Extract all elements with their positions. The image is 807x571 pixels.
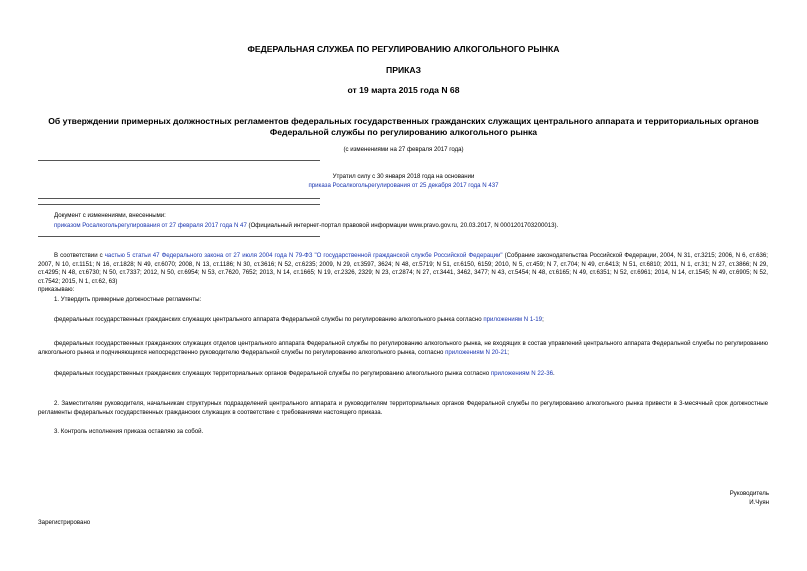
paragraph-3-end: . [552, 370, 555, 377]
registered-label: Зарегистрировано [38, 519, 91, 526]
paragraph-1-text: федеральных государственных гражданских служащих центрального аппарата Федеральной службы по регулированию алкогольного рынка согласно [54, 316, 484, 323]
divider [38, 204, 320, 205]
doc-title: Об утверждении примерных должностных регламентов федеральных государственных гражданских служащих центрального аппарата и территориальных органов Федеральной службы по регулированию алкогольного рынка [48, 116, 759, 137]
paragraph-3-text: федеральных государственных гражданских служащих территориальных органов Федеральной службы по регулированию алкогольного рынка согласно [54, 370, 491, 377]
preamble [38, 252, 768, 286]
preamble-sources: (Собрание законодательства Российской Федерации, 2004, N 31, ст.3215; 2006, N 6, ст.636; 2007, N 10, ст.1151; N 16, ст.1828; N 49, ст.6070; 2008, N 13, ст.1186; N 30, ст.3616; N 52, ст.6235; 2009, N 29, ст.3597, 3624; N 48, ст.5719; N 51, ст.6150, 6159; 2010, N 5, ст.459; N 7, ст.704; N 49, ст.6413; N 51, ст.6810; 2011, N 1, ст.31; N 27, ст.3866; N 29, ст.4295; N 48, ст.6730; N 50, ст.7337; 2012, N 50, ст.6954; N 53, ст.7620, 7652; 2013, N 14, ст.1665; N 19, ст.2326, 2329; N 23, ст.2874; N 27, ст.3441, 3462, 3477; N 43, ст.5454; N 48, ст.6165; N 49, ст.6351; N 52, ст.6961; 2014, N 14, ст.1545; N 49, ст.6905; N 52, ст.7542; 2015, N 1, ст.62, 63) [38, 252, 768, 285]
preamble-prefix: В соответствии с [54, 252, 105, 259]
changes-source: (Официальный интернет-портал правовой информации www.pravo.gov.ru, 20.03.2017, N 0001201703200013). [246, 222, 559, 229]
changes-label: Документ с изменениями, внесенными: [54, 212, 166, 219]
doc-type: ПРИКАЗ [386, 65, 421, 75]
paragraph-2 [38, 340, 768, 357]
annex-link-1-19[interactable]: приложениям N 1-19 [483, 316, 543, 323]
annex-link-22-36[interactable]: приложениям N 22-36 [490, 370, 553, 377]
signature-name: И.Чуян [749, 499, 769, 506]
paragraph-3 [38, 370, 768, 379]
divider [38, 198, 320, 199]
divider [38, 160, 320, 161]
signature-position: Руководитель [729, 490, 769, 497]
preamble-law-link[interactable]: частью 5 статьи 47 Федерального закона от 27 июля 2004 года N 79-ФЗ "О государственной гражданской службе Российской Федерации" [104, 252, 503, 259]
changes-line [54, 222, 774, 231]
item-1: 1. Утвердить примерные должностные регламенты: [54, 296, 202, 303]
divider [38, 236, 320, 237]
item-2: 2. Заместителям руководителя, начальникам структурных подразделений центрального аппарата и руководителям территориальных органов Федеральной службы по регулированию алкогольного рынка привести в 3-месячный срок должностные регламенты федеральных государственных гражданских служащих в соответствие с требованиями настоящего приказа. [38, 400, 768, 416]
lost-force-link[interactable]: приказа Росалкогольрегулирования от 25 декабря 2017 года N 437 [308, 182, 499, 189]
order-word: приказываю: [38, 286, 75, 293]
amendment-note: (с изменениями на 27 февраля 2017 года) [343, 146, 464, 153]
paragraph-1 [38, 316, 768, 325]
paragraph-1-end: ; [542, 316, 544, 323]
agency-name: ФЕДЕРАЛЬНАЯ СЛУЖБА ПО РЕГУЛИРОВАНИЮ АЛКОГОЛЬНОГО РЫНКА [247, 44, 560, 54]
doc-date-number: от 19 марта 2015 года N 68 [347, 85, 460, 95]
changes-link[interactable]: приказом Росалкогольрегулирования от 27 февраля 2017 года N 47 [54, 222, 247, 229]
lost-force-text: Утратил силу с 30 января 2018 года на основании [332, 173, 475, 180]
paragraph-2-text: федеральных государственных гражданских служащих отделов центрального аппарата Федеральной службы по регулированию алкогольного рынка, не входящих в состав управлений центрального аппарата Федеральной службы по регулированию алкогольного рынка и подчиняющихся непосредственно руководителю Федеральной службы по регулированию алкогольного рынка, согласно [38, 340, 768, 356]
annex-link-20-21[interactable]: приложениям N 20-21 [445, 348, 508, 356]
paragraph-2-end: ; [507, 348, 509, 356]
item-3: 3. Контроль исполнения приказа оставляю за собой. [54, 428, 204, 435]
